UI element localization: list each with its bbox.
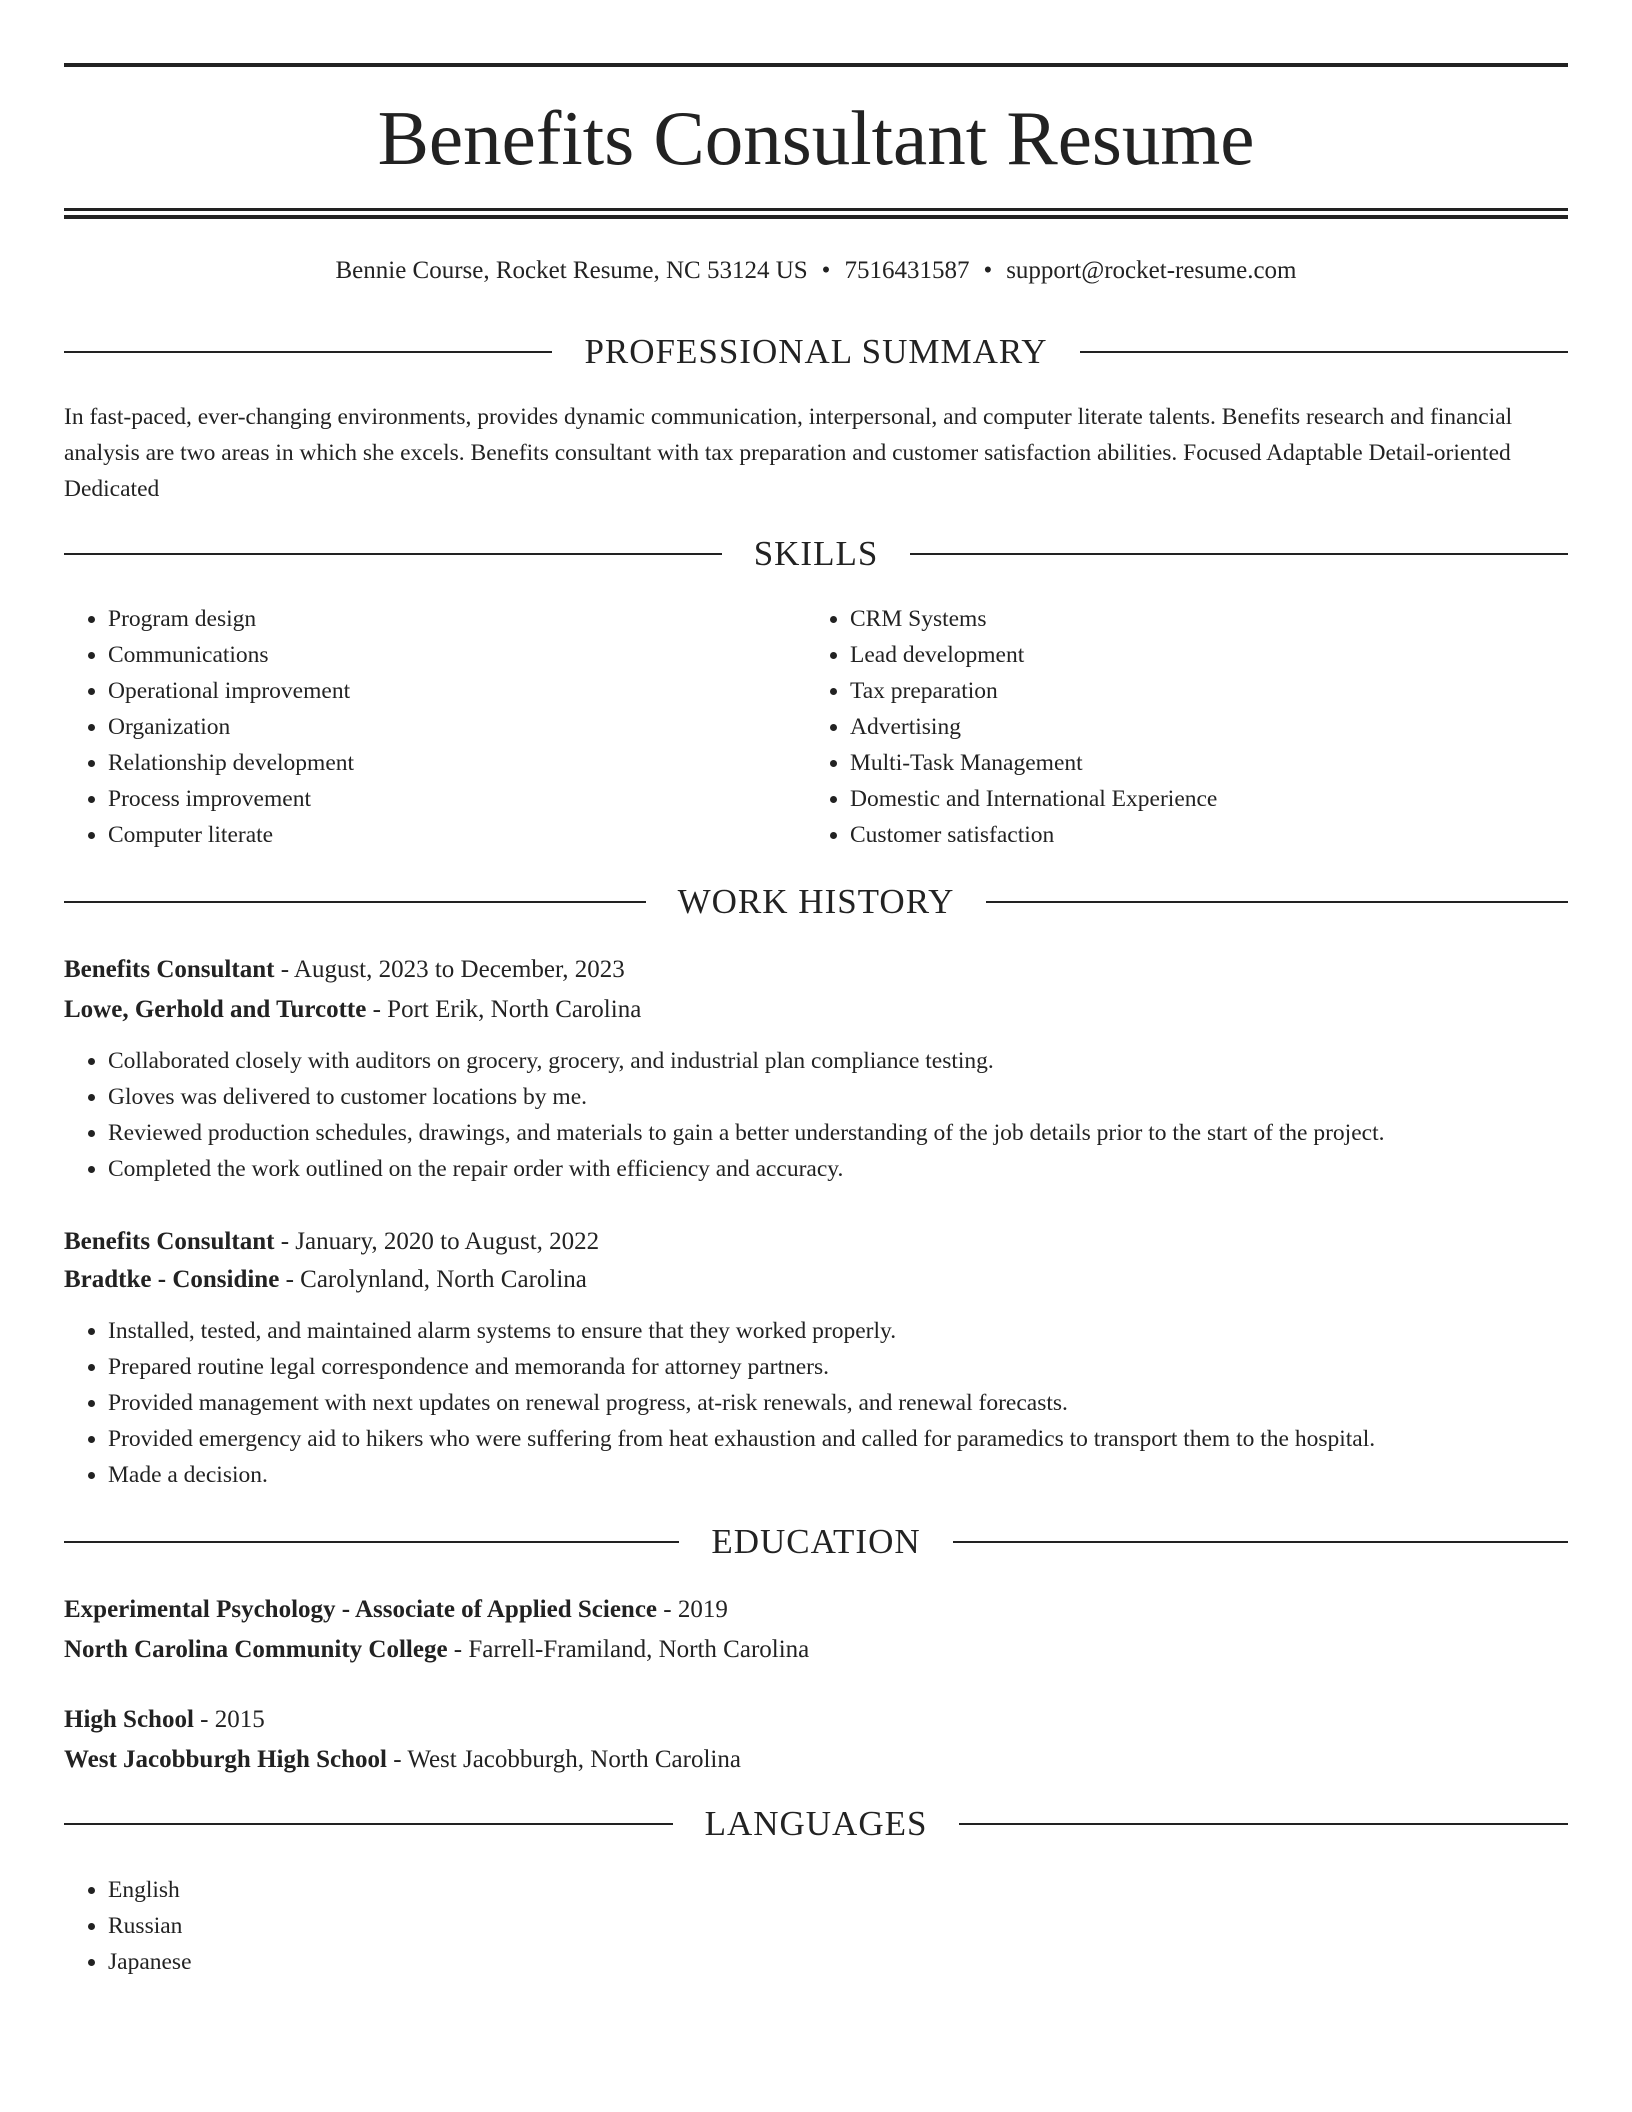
job-company-line [64, 1260, 1568, 1300]
job-location: - Port Erik, North Carolina [366, 996, 642, 1023]
education-school-line [64, 1630, 1568, 1670]
job-duty-item: • Installed, tested, and maintained alarm systems to ensure that they worked properly. [108, 1313, 1568, 1349]
skill-item: • Advertising [850, 709, 1546, 745]
job-duties [64, 1043, 1568, 1187]
job-duty-item: • Provided management with next updates on renewal progress, at-risk renewals, and renewal forecasts. [108, 1385, 1568, 1421]
job-duty-item: • Gloves was delivered to customer locations by me. [108, 1079, 1568, 1115]
job-dates: - January, 2020 to August, 2022 [274, 1228, 600, 1255]
skill-item: • Relationship development [108, 745, 804, 781]
title-rule-lower [64, 215, 1568, 219]
skill-item: • Organization [108, 709, 804, 745]
section-title: EDUCATION [711, 1522, 921, 1561]
skill-item: • Program design [108, 601, 804, 637]
education-school: West Jacobburgh High School [64, 1746, 387, 1773]
education-degree-line [64, 1700, 1568, 1740]
section-title: PROFESSIONAL SUMMARY [584, 332, 1048, 371]
education-school: North Carolina Community College [64, 1636, 448, 1663]
job-duty-item: • Collaborated closely with auditors on grocery, grocery, and industrial plan compliance testing. [108, 1043, 1568, 1079]
top-rule [64, 63, 1568, 67]
job-duty-item: • Made a decision. [108, 1457, 1568, 1493]
education-location: - Farrell-Framiland, North Carolina [447, 1636, 810, 1663]
heading-rule-right [910, 553, 1568, 555]
contact-separator: • [983, 257, 993, 284]
language-item: • Russian [108, 1908, 1568, 1944]
heading-rule-right [1080, 351, 1568, 353]
heading-rule-left [64, 901, 646, 903]
skill-item: • Computer literate [108, 817, 804, 853]
skill-item: • Lead development [850, 637, 1546, 673]
job-title: Benefits Consultant [64, 1228, 275, 1255]
job-company: Lowe, Gerhold and Turcotte [64, 996, 367, 1023]
section-title: SKILLS [753, 534, 879, 573]
section-title: LANGUAGES [704, 1804, 928, 1843]
contact-phone: 7516431587 [844, 257, 970, 284]
section-heading-skills [64, 532, 1568, 576]
job-dates: - August, 2023 to December, 2023 [274, 956, 625, 983]
education-year: - 2015 [193, 1706, 265, 1733]
job-title-line [64, 950, 1568, 990]
job-duty-item: • Reviewed production schedules, drawings, and materials to gain a better understanding of the job details prior to the start of the project. [108, 1115, 1568, 1151]
heading-rule-right [953, 1541, 1568, 1543]
contact-address: Bennie Course, Rocket Resume, NC 53124 US [335, 257, 808, 284]
section-heading-education [64, 1520, 1568, 1564]
skills-column-right [806, 601, 1546, 853]
contact-email: support@rocket-resume.com [1006, 257, 1297, 284]
title-rule-upper [64, 208, 1568, 211]
education-degree-line [64, 1590, 1568, 1630]
resume-title: Benefits Consultant Resume [377, 95, 1255, 181]
section-heading-work [64, 880, 1568, 924]
language-item: • English [108, 1872, 1568, 1908]
job-duty-item: • Prepared routine legal correspondence and memoranda for attorney partners. [108, 1349, 1568, 1385]
contact-separator: • [821, 257, 831, 284]
education-degree: Experimental Psychology - Associate of Applied Science [64, 1596, 658, 1623]
section-heading-languages [64, 1802, 1568, 1846]
skill-item: • Multi-Task Management [850, 745, 1546, 781]
job-title-line [64, 1222, 1568, 1262]
skill-item: • Process improvement [108, 781, 804, 817]
heading-rule-left [64, 1823, 673, 1825]
skill-item: • Customer satisfaction [850, 817, 1546, 853]
job-location: - Carolynland, North Carolina [279, 1266, 587, 1293]
job-company: Bradtke - Considine [64, 1266, 280, 1293]
skill-item: • CRM Systems [850, 601, 1546, 637]
job-title: Benefits Consultant [64, 956, 275, 983]
heading-rule-left [64, 351, 552, 353]
skill-item: • Tax preparation [850, 673, 1546, 709]
skill-item: • Communications [108, 637, 804, 673]
section-heading-summary [64, 330, 1568, 374]
heading-rule-right [959, 1823, 1568, 1825]
job-duty-item: • Completed the work outlined on the repair order with efficiency and accuracy. [108, 1151, 1568, 1187]
heading-rule-left [64, 1541, 679, 1543]
job-company-line [64, 990, 1568, 1030]
skill-item: • Operational improvement [108, 673, 804, 709]
contact-line [64, 254, 1568, 288]
section-title: WORK HISTORY [677, 882, 955, 921]
education-degree: High School [64, 1706, 194, 1733]
languages-list [64, 1872, 1568, 1980]
job-duties [64, 1313, 1568, 1493]
education-location: - West Jacobburgh, North Carolina [386, 1746, 741, 1773]
job-duty-item: • Provided emergency aid to hikers who were suffering from heat exhaustion and called for paramedics to transport them to the hospital. [108, 1421, 1568, 1457]
summary-text: In fast-paced, ever-changing environments, provides dynamic communication, interpersonal, and computer literate talents. Benefits research and financial analysis are two areas in which she excels. Benefits consultant with tax preparation and customer satisfaction abilities. Focused Adaptable Detail-oriented Dedicated [64, 404, 1513, 502]
skills-column-left [64, 601, 804, 853]
skill-item: • Domestic and International Experience [850, 781, 1546, 817]
heading-rule-left [64, 553, 722, 555]
education-year: - 2019 [657, 1596, 728, 1623]
language-item: • Japanese [108, 1944, 1568, 1980]
education-school-line [64, 1740, 1568, 1780]
heading-rule-right [986, 901, 1568, 903]
